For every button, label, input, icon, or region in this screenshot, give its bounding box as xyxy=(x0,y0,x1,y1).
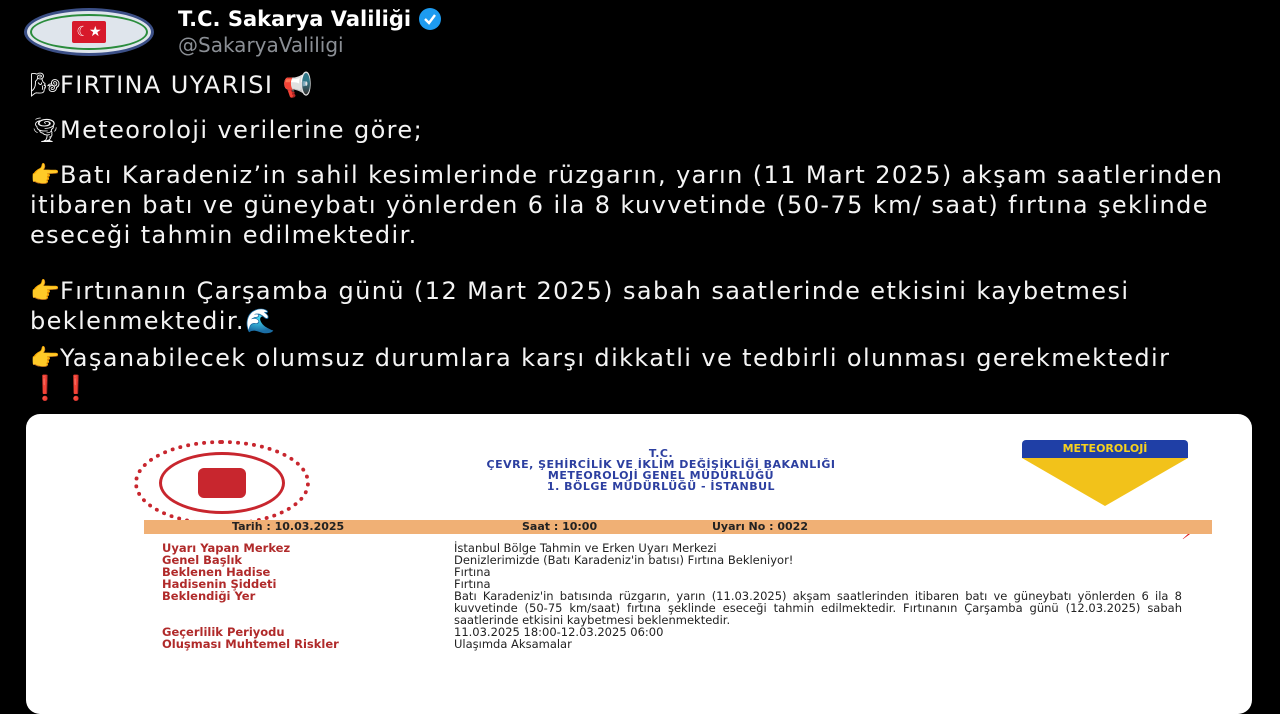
account-handle[interactable]: @SakaryaValiligi xyxy=(178,33,344,57)
warning-number: Uyarı No : 0022 xyxy=(712,520,808,533)
agency-line: T.C. xyxy=(648,447,674,460)
agency-heading xyxy=(356,448,966,492)
tweet-bullet-text: Fırtınanın Çarşamba günü (12 Mart 2025) sabah saatlerinde etkisini kaybetmesi beklenmektedir. xyxy=(30,277,1130,335)
exclamation-icon: ❗❗ xyxy=(30,374,93,402)
agency-line: ÇEVRE, ŞEHİRCİLİK VE İKLİM DEĞİŞİKLİĞİ BAKANLIĞI xyxy=(486,458,836,471)
tweet-intro-line xyxy=(30,115,1240,145)
turkish-flag-icon: ☾★ xyxy=(72,21,106,43)
pointing-hand-icon: 👉 xyxy=(30,344,62,372)
tweet-header xyxy=(24,4,441,60)
wave-icon: 🌊 xyxy=(244,307,277,335)
seal-inner xyxy=(159,452,285,514)
tweet-bullet-1 xyxy=(30,160,1240,250)
tweet-bullet-text: Yaşanabilecek olumsuz durumlara karşı dikkatli ve tedbirli olunması gerekmektedir xyxy=(60,344,1171,372)
warning-date: Tarih : 10.03.2025 xyxy=(232,520,345,533)
field-row xyxy=(162,638,1182,650)
pointing-hand-icon: 👉 xyxy=(30,161,62,189)
avatar[interactable] xyxy=(24,8,154,56)
field-label: Uyarı Yapan Merkez xyxy=(162,541,291,555)
field-row xyxy=(162,590,1182,626)
tweet-intro: Meteoroloji verilerine göre; xyxy=(60,116,424,144)
wind-icon: 🌬 xyxy=(30,71,62,99)
warning-info-bar xyxy=(144,520,1212,534)
field-value: Fırtına xyxy=(454,577,491,591)
verified-badge-icon xyxy=(419,8,441,30)
attached-warning-image[interactable] xyxy=(26,414,1252,714)
tweet-bullet-text: Batı Karadeniz’in sahil kesimlerinde rüzgarın, yarın (11 Mart 2025) akşam saatlerinden itibaren batı ve güneybatı yönlerden 6 ila 8 kuvvetinde (50-75 km/ saat) fırtına şeklinde eseceği tahmin edilmektedir. xyxy=(30,161,1224,249)
field-value: Batı Karadeniz'in batısında rüzgarın, yarın (11.03.2025) akşam saatlerinden itibaren batı ve güneybatı yönlerden 6 ila 8 kuvvetinde (50-75 km/saat) fırtına şeklinde eseceği tahmin edilmektedir. Fırtınanın Çarşamba günü (12.03.2025) sabah saatlerinde etkisini kaybetmesi beklenmektedir. xyxy=(454,589,1182,627)
field-value: 11.03.2025 18:00-12.03.2025 06:00 xyxy=(454,625,664,639)
tornado-icon: 🌪 xyxy=(30,116,62,144)
agency-line: 1. BÖLGE MÜDÜRLÜĞÜ - İSTANBUL xyxy=(546,480,776,493)
megaphone-icon: 📢 xyxy=(282,71,314,99)
meteoroloji-logo-text: METEOROLOJİ xyxy=(1022,440,1188,458)
warning-time: Saat : 10:00 xyxy=(522,520,598,533)
tweet-headline-line xyxy=(30,70,1240,100)
tweet-bullet-3 xyxy=(30,343,1240,403)
meteoroloji-logo xyxy=(1022,440,1188,506)
field-value: Ulaşımda Aksamalar xyxy=(454,637,572,651)
field-label: Beklendiği Yer xyxy=(162,589,256,603)
field-label: Beklenen Hadise xyxy=(162,565,271,579)
field-label: Geçerlilik Periyodu xyxy=(162,625,285,639)
account-name[interactable]: T.C. Sakarya Valiliği xyxy=(178,7,412,31)
account-names xyxy=(178,7,441,57)
tweet-bullet-2 xyxy=(30,276,1240,336)
logo-shield xyxy=(1022,458,1188,506)
field-row xyxy=(162,554,1182,566)
field-row xyxy=(162,566,1182,578)
agency-line: METEOROLOJİ GENEL MÜDÜRLÜĞÜ xyxy=(547,469,775,482)
field-label: Hadisenin Şiddeti xyxy=(162,577,277,591)
warning-fields xyxy=(162,542,1182,650)
account-name-row[interactable] xyxy=(178,7,441,31)
ministry-seal-icon xyxy=(134,440,310,526)
pointing-hand-icon: 👉 xyxy=(30,277,62,305)
field-label: Oluşması Muhtemel Riskler xyxy=(162,637,339,651)
field-label: Genel Başlık xyxy=(162,553,243,567)
avatar-ring xyxy=(30,14,148,50)
tweet-headline: FIRTINA UYARISI xyxy=(60,71,274,99)
seal-core xyxy=(198,468,246,498)
field-value: İstanbul Bölge Tahmin ve Erken Uyarı Merkezi xyxy=(454,541,717,555)
field-value: Denizlerimizde (Batı Karadeniz'in batısı) Fırtına Bekleniyor! xyxy=(454,553,794,567)
field-value: Fırtına xyxy=(454,565,491,579)
